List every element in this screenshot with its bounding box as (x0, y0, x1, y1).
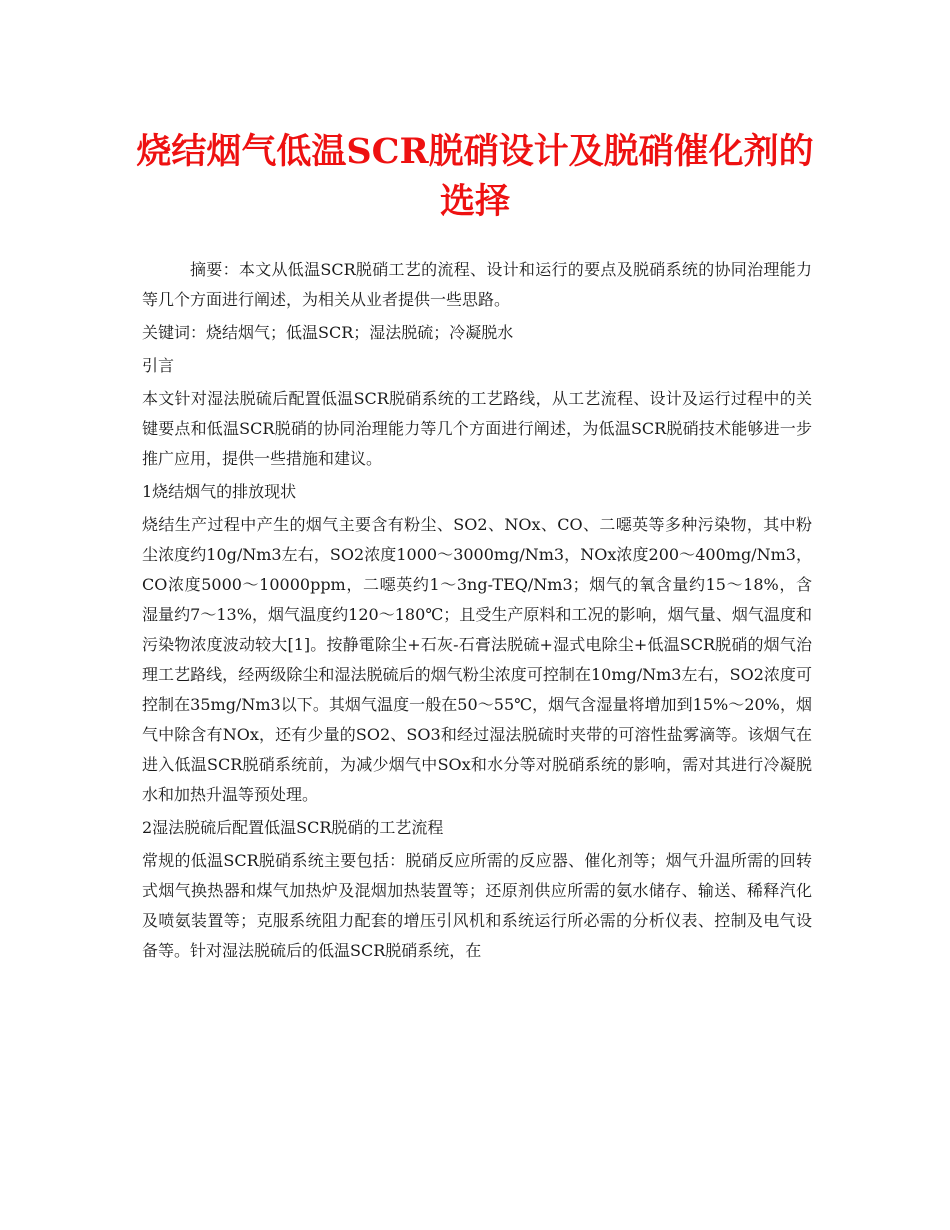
section-1-heading: 1烧结烟气的排放现状 (142, 482, 297, 501)
keywords-paragraph: 关键词：烧结烟气；低温SCR；湿法脱硫；冷凝脱水 (142, 323, 514, 342)
document-title: 烧结烟气低温SCR脱硝设计及脱硝催化剂的选择 (136, 131, 814, 222)
section-2-paragraph: 常规的低温SCR脱硝系统主要包括：脱硝反应所需的反应器、催化剂等；烟气升温所需的回转式烟气换热器和煤气加热炉及混烟加热装置等；还原剂供应所需的氨水储存、输送、稀释汽化及喷氨装置等；克服系统阻力配套的增压引风机和系统运行所必需的分析仪表、控制及电气设备等。针对湿法脱硫后的低温SCR脱硝系统，在 (142, 851, 812, 960)
section-1-paragraph: 烧结生产过程中产生的烟气主要含有粉尘、SO2、NOx、CO、二噁英等多种污染物，其中粉尘浓度约10g/Nm3左右，SO2浓度1000～3000mg/Nm3，NOx浓度200～400mg/Nm3，CO浓度5000～10000ppm，二噁英约1～3ng-TEQ/Nm3；烟气的氧含量约15～18%，含湿量约7～13%，烟气温度约120～180℃；且受生产原料和工况的影响，烟气量、烟气温度和污染物浓度波动较大[1]。按静電除尘+石灰-石膏法脱硫+湿式电除尘+低温SCR脱硝的烟气治理工艺路线，经两级除尘和湿法脱硫后的烟气粉尘浓度可控制在10mg/Nm3左右，SO2浓度可控制在35mg/Nm3以下。其烟气温度一般在50～55℃，烟气含湿量将增加到15%～20%，烟气中除含有NOx，还有少量的SO2、SO3和经过湿法脱硫时夹带的可溶性盐雾滴等。该烟气在进入低温SCR脱硝系统前，为减少烟气中SOx和水分等对脱硝系统的影响，需对其进行冷凝脱水和加热升温等预处理。 (142, 515, 812, 804)
document-body (142, 255, 812, 969)
abstract-paragraph: 摘要：本文从低温SCR脱硝工艺的流程、设计和运行的要点及脱硝系统的协同治理能力等几个方面进行阐述，为相关从业者提供一些思路。 (142, 260, 812, 309)
section-2-heading: 2湿法脱硫后配置低温SCR脱硝的工艺流程 (142, 818, 444, 837)
intro-heading: 引言 (142, 356, 175, 375)
intro-paragraph: 本文针对湿法脱硫后配置低温SCR脱硝系统的工艺路线，从工艺流程、设计及运行过程中的关键要点和低温SCR脱硝的协同治理能力等几个方面进行阐述，为低温SCR脱硝技术能够进一步推广应用，提供一些措施和建议。 (142, 389, 812, 468)
